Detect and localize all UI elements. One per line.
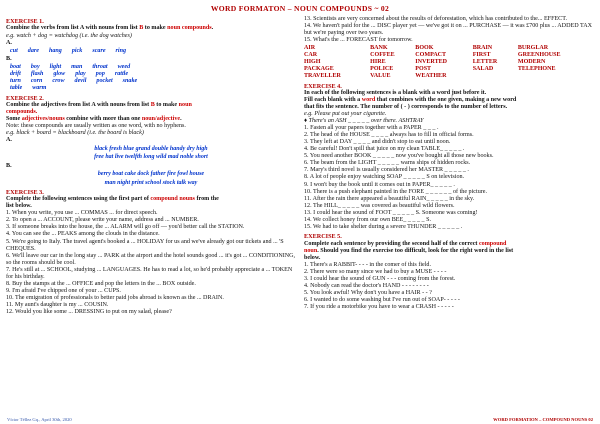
- list-item: 10. There is a push elephant painted in the FORE _ _ _ _ _ _ of the picture.: [304, 188, 487, 195]
- exercise-2-word-bank-a-row-2: free hat live twelfth long wild mad noble short: [94, 154, 208, 161]
- word-cell: COFFEE: [370, 52, 395, 59]
- list-item: 12. Would you like some ... DRESSING to put on my salad, please?: [6, 309, 172, 316]
- word-cell: LETTER: [472, 59, 498, 66]
- list-item: 2. To open a ... ACCOUNT, please write your name, address and ... NUMBER.: [6, 217, 199, 224]
- exercise-2-word-bank-b-row-2: man night print school stock talk way: [104, 179, 198, 186]
- exercise-3-word-bank: [304, 45, 594, 80]
- word-cell: BANK: [370, 45, 388, 52]
- exercise-3-heading: EXERCISE 3.: [6, 188, 44, 196]
- exercise-2-list-a-label: A.: [6, 137, 12, 144]
- exercise-1-word-bank-b: [6, 64, 296, 92]
- word-row: table warm: [10, 84, 47, 91]
- list-item: 2. There were so many since we had to buy a MUSE - - - -: [304, 268, 447, 275]
- word-cell: [518, 73, 594, 80]
- exercise-3-items: [6, 210, 296, 316]
- table-row: [304, 66, 594, 73]
- word-cell: INVERTED: [415, 59, 448, 66]
- exercise-3-instruction-line-1: Complete the following sentences using the first part of compound nouns from the: [6, 196, 219, 203]
- list-item: 6. The beam from the LIGHT _ _ _ _ _ warns ships of hidden rocks.: [304, 160, 471, 167]
- word-cell: FIRST: [472, 52, 491, 59]
- exercise-4-instruction-line-3: that fits the sentence. The number of ( - ) corresponds to the number of letters.: [304, 103, 508, 110]
- exercise-1-example: e.g. watch + dog = watchdog (i.e. the dog watches): [6, 32, 132, 39]
- exercise-1-word-bank: [6, 48, 296, 55]
- exercise-3-items-continued: [304, 16, 594, 44]
- word-cell: HIRE: [370, 59, 386, 66]
- word-cell: VALUE: [370, 73, 391, 80]
- word-cell: BRAIN: [472, 45, 493, 52]
- table-row: [304, 52, 594, 59]
- word-row: drift flash glow play pop rattle: [10, 70, 129, 77]
- exercise-1-heading: EXERCISE 1.: [6, 18, 44, 26]
- exercise-4-items: [304, 125, 594, 231]
- exercise-3-instruction-line-2: list below.: [6, 203, 32, 210]
- word-cell: POST: [415, 66, 432, 73]
- table-row: [304, 59, 594, 66]
- list-item: 14. We collect honey from our own BEE_ _ _ _ _ S.: [304, 216, 432, 223]
- word-cell: CAR: [304, 52, 318, 59]
- list-item: 6. We'll leave our car in the long stay ... PARK at the airport and the hotel sounds good ... it's got ... CONDITIONING, so the rooms should be cool.: [6, 252, 296, 266]
- list-item: 14. We haven't paid for the ... DISC player yet — we've got it on ... PURCHASE — it was £700 plus ... ADDED TAX but we're paying over two years.: [304, 22, 593, 36]
- word-cell: TELEPHONE: [517, 66, 556, 73]
- exercise-5-instruction-line-3: below.: [304, 254, 321, 261]
- exercise-5-instruction-line-1: Complete each sentence by providing the second half of the correct compound: [304, 240, 507, 247]
- list-item: 5. We're going to Italy. The travel agent's booked a ... HOLIDAY for us and we've already got our tickets and ... 'S CHEQUES.: [6, 238, 284, 252]
- exercise-2-note-1: Some adjectives/nouns combine with more than one noun/adjective.: [6, 115, 182, 122]
- word-cell: PACKAGE: [304, 66, 334, 73]
- list-item: 2. The head of the HOUSE _ _ _ _ always has to fill in official forms.: [304, 132, 474, 139]
- word-cell: GREENHOUSE: [517, 52, 561, 59]
- list-item: 5. You look awful! Why don't you have a HAIR - - ?: [304, 290, 432, 297]
- footer-author: Víctor Téllez Gq., April 30th, 2020: [7, 416, 72, 422]
- list-item: 8. A lot of people enjoy watching SOAP _ _ _ _ _ S on television.: [304, 174, 465, 181]
- list-item: 4. You can see the ... PEAKS among the clouds in the distance.: [6, 231, 160, 238]
- list-item: 1. There's a RABBIT- - - - in the comer of this field.: [304, 261, 432, 268]
- exercise-1-list-b-label: B.: [6, 55, 12, 62]
- list-item: 12. The HILL_ _ _ _ _ was covered as beautiful wild flowers.: [304, 202, 455, 209]
- word-cell: TRAVELLER: [304, 73, 341, 80]
- exercise-2-heading: EXERCISE 2.: [6, 94, 44, 102]
- exercise-4-example: e.g. Please put out your cigarette.: [304, 110, 387, 117]
- word-cell: COMPACT: [415, 52, 447, 59]
- list-item: 11. After the rain there appeared a beautiful RAIN_ _ _ _ _ in the sky.: [304, 195, 475, 202]
- list-item: 3. They left at DAY _ _ _ _ and didn't stop to eat until noon.: [304, 139, 451, 146]
- exercise-1-list-a-label: A.: [6, 39, 12, 46]
- exercise-2-instruction-cont: compounds.: [6, 108, 38, 115]
- word-cell: BOOK: [415, 45, 434, 52]
- list-item: 7. Mary's third novel is usually considered her MASTER _ _ _ _ _ .: [304, 167, 469, 174]
- list-item: 11. My aunt's daughter is my ... COUSIN.: [6, 302, 109, 309]
- exercise-2-example: e.g. black + board = blackboard (i.e. the board is black): [6, 129, 144, 136]
- list-item: 4. Nobody can read the doctor's HAND - - - - - - - -: [304, 283, 429, 290]
- exercise-2-word-bank-a-row-1: black fresh blue grand double handy dry high: [94, 145, 208, 152]
- list-item: 4. Be careful! Don't spill that juice on my clean TABLE_ _ _ _ _ .: [304, 146, 465, 153]
- list-item: 3. If someone breaks into the house, the ... ALARM will go off — you'd better call the STATION.: [6, 224, 245, 231]
- page-title: WORD FORMATON – NOUN COMPOUNDS ~ 02: [210, 4, 390, 13]
- exercise-4-instruction-line-1: In each of the following sentences is a blank with a word just before it.: [304, 89, 487, 96]
- list-item: 10. The emigration of professionals to better paid jobs abroad is known as the ... DRAIN.: [6, 295, 224, 302]
- table-row: [304, 73, 594, 80]
- page-footer: [0, 417, 600, 422]
- list-item: 9. I'm afraid I've chipped one of your ... CUPS.: [6, 287, 121, 294]
- list-item: 5. You need another BOOK _ _ _ _ _ now you've bought all those new books.: [304, 153, 494, 160]
- exercise-5-items: [304, 262, 594, 311]
- left-column: [6, 16, 296, 316]
- exercise-4-heading: EXERCISE 4.: [304, 82, 342, 90]
- exercise-5-heading: EXERCISE 5.: [304, 233, 342, 241]
- list-item: 9. I won't buy the book until it comes out in PAPER_ _ _ _ _ .: [304, 181, 455, 188]
- list-item: 7. He's still at ... SCHOOL, studying ... LANGUAGES. He has to read a lot, so he'd probably appreciate a ... TOKEN for his birthday.: [6, 266, 293, 280]
- word-cell: MODERN: [517, 59, 546, 66]
- word-row: boat boy light man throat weed: [10, 63, 131, 70]
- exercise-2-word-bank-b-row-1: berry boat cake dock father fire fowl house: [97, 171, 205, 178]
- list-item: 6. I wanted to do some washing but I've run out of SOAP- - - - -: [304, 297, 460, 304]
- two-column-layout: [0, 16, 600, 316]
- list-item: 13. Scientists are very concerned about the results of deforestation, which has contributed to the... EFFECT.: [304, 15, 568, 22]
- list-item: 3. I could hear the sound of GUN - - - coming from the forest.: [304, 275, 456, 282]
- list-item: 8. Buy the stamps at the ... OFFICE and pop the letters in the ... BOX outside.: [6, 280, 196, 287]
- exercise-2-list-b-label: B.: [6, 162, 12, 169]
- word-row: turn corn crow devil pocket snake: [10, 77, 138, 84]
- word-cell: [473, 73, 518, 80]
- word-cell: SALAD: [472, 66, 494, 73]
- exercise-2-note-2: Note: these compounds are usually written as one word, with no hyphens.: [6, 122, 186, 129]
- list-item: 1. When you write, you use ... COMMAS ... for direct speech.: [6, 210, 158, 217]
- word-cell: HIGH: [304, 59, 321, 66]
- list-item: 1. Fasten all your papers together with a PAPER _ _ _ .: [304, 125, 439, 132]
- word-cell: POLICE: [370, 66, 394, 73]
- exercise-5-instruction-line-2: noun. Should you find the exercise too difficult, look for the right word in the list: [304, 247, 514, 254]
- table-row: [304, 45, 594, 52]
- word-cell: WEATHER: [415, 73, 447, 80]
- word-row: cut dare hang pick scare ring: [10, 47, 127, 54]
- right-column: [304, 16, 594, 316]
- exercise-2-instruction: Combine the adjectives from list A with nouns from list B to make noun: [6, 101, 192, 108]
- word-cell: AIR: [304, 45, 316, 52]
- list-item: 13. I could hear the sound of FOOT _ _ _ _ _ S. Someone was coming!: [304, 209, 478, 216]
- exercise-1-instruction: Combine the verbs from list A with nouns from list B to make noun compounds.: [6, 25, 214, 32]
- footer-topic: WORD FORMATION – COMPOUND NOUNS 02: [493, 416, 593, 422]
- list-item: 7. If you ride a motorbike you have to wear a CRASH - - - - -: [304, 304, 454, 311]
- list-item: 15. What's the ... FORECAST for tomorrow.: [304, 36, 413, 43]
- list-item: 15. We had to take shelter during a severe THUNDER _ _ _ _ _ .: [304, 223, 463, 230]
- exercise-4-example-answer: ♦ There's an ASH _ _ _ _ _ over there. ASHTRAY: [304, 117, 424, 124]
- exercise-4-instruction-line-2: Fill each blank with a word that combines with the one given, making a new word: [304, 96, 517, 103]
- word-cell: BURGLAR: [517, 45, 549, 52]
